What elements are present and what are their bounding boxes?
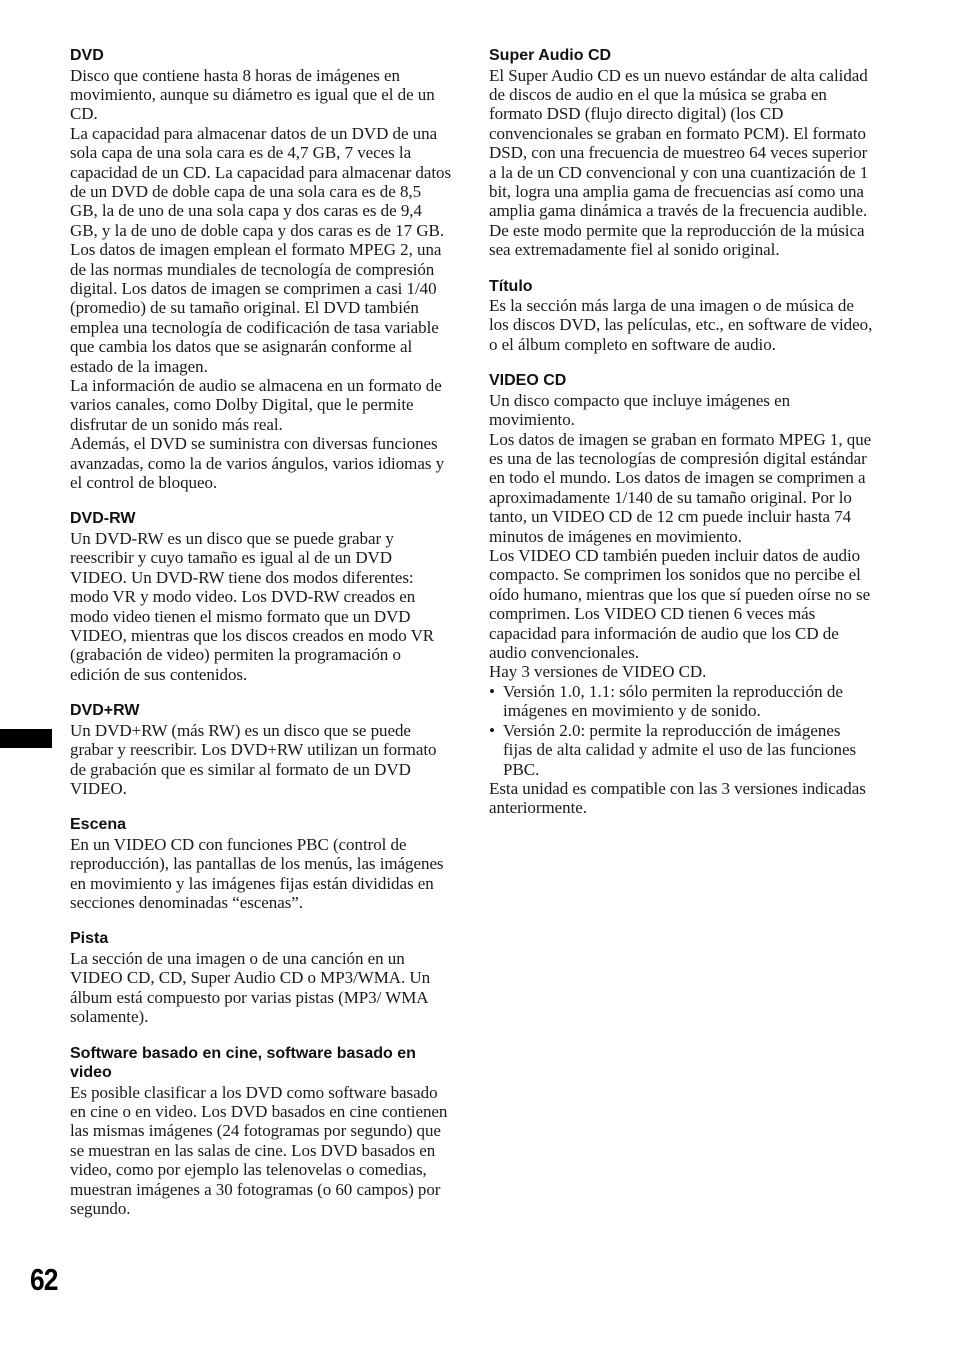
glossary-entry-dvd-plus-rw (70, 701, 452, 798)
bullet-marker: • (489, 720, 495, 740)
glossary-entry-titulo (489, 277, 873, 355)
entry-title: VIDEO CD (489, 372, 567, 390)
glossary-entry-super-audio-cd (489, 46, 873, 260)
entry-title: DVD+RW (70, 702, 140, 720)
entry-title: Super Audio CD (489, 47, 612, 64)
list-item-text: Versión 2.0: permite la reproducción de imágenes fijas de alta calidad y admite el uso de las funciones PBC. (503, 720, 857, 779)
entry-text: La información de audio se almacena en un formato de varios canales, como Dolby Digital, que le permite disfrutar de un sonido más real. (70, 376, 442, 434)
entry-text: Esta unidad es compatible con las 3 versiones indicadas anteriormente. (489, 778, 866, 818)
right-column (489, 46, 873, 835)
version-list (489, 682, 873, 779)
section-tab-marker (0, 729, 52, 748)
entry-text: La sección de una imagen o de una canción en un VIDEO CD, CD, Super Audio CD o MP3/WMA. Un álbum está compuesto por varias pistas (MP3/ WMA solamente). (70, 948, 431, 1027)
entry-title: Pista (70, 930, 109, 948)
entry-title: Escena (70, 816, 127, 834)
entry-title: Título (489, 277, 533, 295)
page-number: 62 (30, 1262, 58, 1297)
entry-title: Software basado en cine, software basado en video (70, 1044, 416, 1082)
entry-text: En un VIDEO CD con funciones PBC (control de reproducción), las pantallas de los menús, las imágenes en movimiento y las imágenes fijas están divididas en secciones denominadas “escenas”. (70, 834, 444, 913)
entry-text: Los VIDEO CD también pueden incluir datos de audio compacto. Se comprimen los sonidos que no percibe el oído humano, mientras que los que sí pueden oírse no se comprimen. Los VIDEO CD tienen 6 veces más capacidad para información de audio que los CD de audio convencionales. (489, 546, 871, 663)
glossary-entry-pista (70, 929, 452, 1026)
entry-text: Los datos de imagen emplean el formato MPEG 2, una de las normas mundiales de tecnología de compresión digital. Los datos de imagen se comprimen a casi 1/40 (promedio) de su tamaño original. El DVD también emplea una tecnología de codificación de tasa variable que cambia los datos que se asignarán conforme al estado de la imagen. (70, 240, 442, 376)
entry-text: Es la sección más larga de una imagen o de música de los discos DVD, las películas, etc., en software de video, o el álbum completo en software de audio. (489, 296, 873, 354)
glossary-entry-dvd-rw (70, 509, 452, 684)
list-item (489, 682, 873, 721)
entry-text: La capacidad para almacenar datos de un DVD de una sola capa de una sola cara es de 4,7 GB, 7 veces la capacidad de un CD. La capacidad para almacenar datos de un DVD de doble capa de una sola cara es de 8,5 GB, la de uno de una sola capa y dos caras es de 9,4 GB, y la de uno de doble capa y dos caras es de 17 GB. (70, 123, 452, 240)
glossary-entry-dvd (70, 46, 452, 492)
bullet-marker: • (489, 681, 495, 701)
glossary-entry-escena (70, 815, 452, 912)
entry-text: Un disco compacto que incluye imágenes en movimiento. (489, 390, 791, 430)
entry-title: DVD (70, 47, 104, 64)
glossary-entry-video-cd (489, 371, 873, 817)
entry-text: El Super Audio CD es un nuevo estándar de alta calidad de discos de audio en el que la música se graba en formato DSD (flujo directo digital) (los CD convencionales se graban en formato PCM). El formato DSD, con una frecuencia de muestreo 64 veces superior a la de un CD convencional y con una cuantización de 1 bit, logra una amplia gama de frecuencias así como una amplia gama dinámica a través de la frecuencia audible. De este modo permite que la reproducción de la música sea extremadamente fiel al sonido original. (489, 65, 869, 260)
entry-text: Además, el DVD se suministra con diversas funciones avanzadas, como la de varios ángulos, varios idiomas y el control de bloqueo. (70, 434, 445, 493)
list-item-text: Versión 1.0, 1.1: sólo permiten la reproducción de imágenes en movimiento y de sonido. (503, 681, 843, 721)
entry-text: Un DVD-RW es un disco que se puede grabar y reescribir y cuyo tamaño es igual al de un DVD VIDEO. Un DVD-RW tiene dos modos diferentes: modo VR y modo video. Los DVD-RW creados en modo video tienen el mismo formato que un DVD VIDEO, mientras que los discos creados en modo VR (grabación de video) permiten la programación o edición de sus contenidos. (70, 528, 435, 684)
entry-text: Hay 3 versiones de VIDEO CD. (489, 662, 707, 682)
entry-text: Es posible clasificar a los DVD como software basado en cine o en video. Los DVD basados en cine contienen las mismas imágenes (24 fotogramas por segundo) que se muestran en las salas de cine. Los DVD basados en video, como por ejemplo las telenovelas o comedias, muestran imágenes a 30 fotogramas (o 60 campos) por segundo. (70, 1082, 448, 1218)
glossary-entry-software-cine-video (70, 1044, 452, 1219)
entry-text: Un DVD+RW (más RW) es un disco que se puede grabar y reescribir. Los DVD+RW utilizan un formato de grabación que es similar al formato de un DVD VIDEO. (70, 720, 437, 798)
left-column (70, 46, 452, 1235)
entry-title: DVD-RW (70, 510, 136, 528)
list-item (489, 721, 873, 779)
entry-text: Disco que contiene hasta 8 horas de imágenes en movimiento, aunque su diámetro es igual que el de un CD. (70, 65, 435, 124)
entry-text: Los datos de imagen se graban en formato MPEG 1, que es una de las tecnologías de compresión digital estándar en todo el mundo. Los datos de imagen se comprimen a aproximadamente 1/140 de su tamaño original. Por lo tanto, un VIDEO CD de 12 cm puede incluir hasta 74 minutos de imágenes en movimiento. (489, 429, 872, 546)
